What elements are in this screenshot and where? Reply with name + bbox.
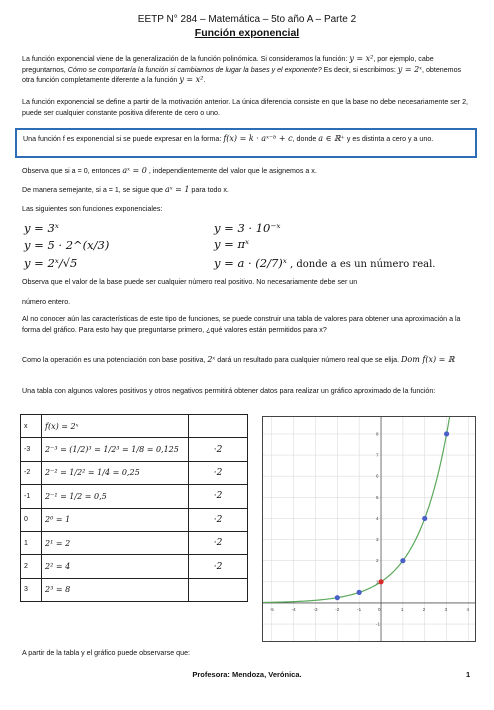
graph-canvas: [263, 417, 475, 641]
example-eq-5: y = πˣ: [214, 237, 250, 251]
x-tick-label: 1: [400, 606, 404, 612]
table-row: 2 2² = 4 ·2: [21, 555, 248, 578]
table-row: 1 2¹ = 2 ·2: [21, 531, 248, 554]
table-row: 0 2⁰ = 1 ·2: [21, 508, 248, 531]
y-tick-label: 5: [376, 494, 379, 500]
paragraph-definition-motivation: La función exponencial se define a partir de la motivación anterior. La única diferencia consiste en que la base no debe necesariamente ser 2, puede ser cualquier constante positiva diferente de cero o uno.: [22, 98, 469, 117]
example-eq-1: y = 3ˣ: [24, 221, 59, 235]
x-tick-label: 0: [378, 606, 381, 612]
x-tick-label: -2: [335, 606, 340, 612]
table-header-row: [21, 415, 248, 438]
table-header-x: x: [21, 415, 42, 438]
data-point: [357, 590, 362, 595]
paragraph-conclusion: A partir de la tabla y el gráfico puede observarse que:: [22, 649, 190, 657]
paragraph-table-intro: Una tabla con algunos valores positivos y otros negativos permitirá obtener datos para realizar un gráfico aproximado de la función:: [22, 387, 436, 395]
x-tick-label: 2: [422, 606, 426, 612]
y-tick-label: -1: [376, 621, 381, 627]
x-tick-label: -1: [357, 606, 362, 612]
paragraph-base-note-cont: número entero.: [22, 298, 71, 306]
paragraph-a-one: De manera semejante, si a = 1, se sigue que aˣ = 1 para todo x.: [22, 185, 229, 194]
y-tick-label: 2: [376, 558, 379, 564]
definition-box: [15, 128, 477, 158]
paragraph-intro: La función exponencial viene de la generalización de la función polinómica. Si consideramos la función: y = x², por ejemplo, cabe preguntarnos, Cómo se comportaría la función si cambiamos de lugar la bases y el exponente? Es decir, si escribimos: y = 2ˣ, obtenemos otra función completamente diferente a la función y = x².: [22, 54, 462, 85]
definition-text: Una función f es exponencial si se puede expresar en la forma: f(x) = k · aˣ⁻ᵇ + c, donde a ∈ ℝ⁺ y es distinta a cero y a uno.: [23, 134, 434, 143]
table-row: 3 2³ = 8: [21, 578, 248, 601]
paragraph-base-note: Observa que el valor de la base puede ser cualquier número real positivo. No necesariamente debe ser un: [22, 278, 358, 286]
table-row: -1 2⁻¹ = 1/2 = 0,5 ·2: [21, 485, 248, 508]
page-number: 1: [466, 670, 471, 679]
document-title: EETP N° 284 – Matemática – 5to año A – Parte 2: [137, 14, 357, 25]
x-tick-label: -5: [269, 606, 274, 612]
y-tick-label: 3: [376, 537, 379, 543]
exponential-curve: [263, 417, 453, 602]
example-eq-4: y = 3 · 10⁻ˣ: [214, 221, 281, 235]
y-tick-label: 6: [376, 473, 379, 479]
table-row: -2 2⁻² = 1/2² = 1/4 = 0,25 ·2: [21, 461, 248, 484]
paragraph-a-zero: Observa que si a = 0, entonces aˣ = 0 , independientemente del valor que le asignemos a x.: [22, 166, 317, 175]
x-tick-label: 4: [466, 606, 469, 612]
table-header-f: f(x) = 2ˣ: [42, 415, 189, 438]
document-subtitle: Función exponencial: [194, 27, 300, 39]
x-tick-label: -3: [313, 606, 318, 612]
values-table: [20, 414, 248, 602]
x-tick-label: -4: [291, 606, 296, 612]
y-tick-label: 8: [376, 431, 379, 437]
y-tick-label: 1: [376, 579, 379, 585]
data-point: [444, 431, 449, 436]
data-point: [400, 558, 405, 563]
example-eq-6: y = a · (2/7)ˣ , donde a es un número real.: [214, 256, 436, 270]
table-row: -3 2⁻³ = (1/2)³ = 1/2³ = 1/8 = 0,125 ·2: [21, 438, 248, 461]
paragraph-domain: Como la operación es una potenciación con base positiva, 2ˣ dará un resultado para cualquier número real que se elija. Dom f(x) = ℝ: [22, 355, 455, 364]
data-point: [422, 516, 427, 521]
paragraph-table-motivation: Al no conocer aún las características de este tipo de funciones, se puede construir una tabla de valores para obtener una aproximación a la forma del gráfico. Para esto hay que preguntarse primero, ¿qué valores están permitidos para x?: [22, 315, 461, 334]
x-tick-label: 3: [444, 606, 448, 612]
highlight-point: [378, 579, 383, 584]
exponential-graph: [262, 416, 476, 642]
footer-author: Profesora: Mendoza, Verónica.: [192, 670, 302, 679]
data-point: [335, 595, 340, 600]
example-eq-3: y = 2ˣ/√5: [24, 256, 78, 270]
example-eq-2: y = 5 · 2^(x/3): [24, 238, 110, 252]
y-tick-label: 7: [376, 452, 379, 458]
paragraph-examples-intro: Las siguientes son funciones exponenciales:: [22, 205, 163, 213]
y-tick-label: 4: [376, 515, 379, 521]
